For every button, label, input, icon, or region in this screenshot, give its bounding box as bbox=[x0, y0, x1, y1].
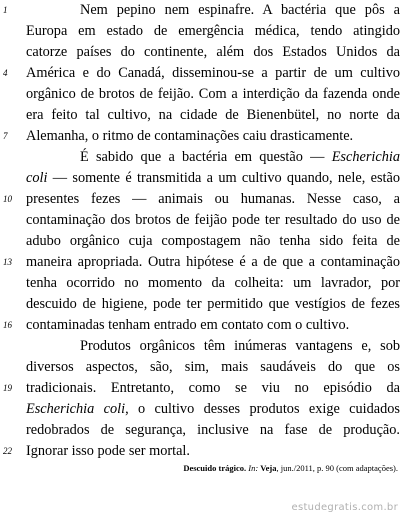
text-line-12: adubo orgânico cuja compostagem não tenha sido feita de bbox=[26, 233, 400, 249]
line-number-7: 7 bbox=[3, 131, 8, 141]
text-line-17: Produtos orgânicos têm inúmeras vantagens e, sob bbox=[80, 338, 400, 354]
text-line-1: Nem pepino nem espinafre. A bactéria que pôs a bbox=[80, 2, 400, 18]
text-line-7: Alemanha, o ritmo de contaminações caiu drasticamente. bbox=[26, 128, 354, 144]
text-line-4: América e do Canadá, disseminou-se a partir de um cultivo bbox=[26, 65, 400, 81]
text-line-6: era feito tal cultivo, na cidade de Bienenbütel, no norte da bbox=[26, 107, 400, 123]
watermark: estudegratis.com.br bbox=[291, 502, 398, 513]
text-line-5: orgânico de brotos de feijão. Com a interdição da fazenda onde bbox=[26, 86, 400, 102]
text-line-3: catorze países do continente, além dos Estados Unidos da bbox=[26, 44, 400, 60]
text-line-9-part-b: — somente é transmitida a um cultivo quando, nele, estão bbox=[47, 170, 400, 186]
text-line-18: diversos aspectos, são, sim, mais saudáveis do que os bbox=[26, 359, 400, 375]
source-title: Descuido trágico. bbox=[183, 463, 247, 473]
text-line-10: presentes fezes — animais ou humanas. Nesse caso, a bbox=[26, 191, 400, 207]
source-details: , jun./2011, p. 90 (com adaptações). bbox=[276, 463, 398, 473]
text-line-9 bbox=[26, 168, 400, 189]
line-number-10: 10 bbox=[3, 194, 12, 204]
text-line-9-italic: coli bbox=[26, 170, 48, 186]
text-line-8-italic: Escherichia bbox=[331, 149, 400, 165]
text-line-16: contaminadas tenham entrado em contato com o cultivo. bbox=[26, 317, 350, 333]
text-line-21: redobrados de segurança, inclusive na fase de produção. bbox=[26, 422, 400, 438]
text-line-20-part-b: , o cultivo desses produtos exige cuidados bbox=[125, 401, 400, 417]
source-publication: Veja bbox=[260, 463, 277, 473]
text-line-14: tenha ocorrido no momento da colheita: um lavrador, por bbox=[26, 275, 400, 291]
text-line-8-part-a: É sabido que a bactéria em questão — bbox=[80, 149, 332, 165]
text-line-11: contaminação dos brotos de feijão pode ter resultado do uso de bbox=[26, 212, 400, 228]
line-number-13: 13 bbox=[3, 257, 12, 267]
text-line-19: tradicionais. Entretanto, como se viu no episódio da bbox=[26, 380, 400, 396]
source-citation bbox=[183, 462, 398, 474]
text-line-20-italic: Escherichia coli bbox=[26, 401, 126, 417]
line-number-4: 4 bbox=[3, 68, 8, 78]
text-line-13: maneira apropriada. Outra hipótese é a de que a contaminação bbox=[26, 254, 400, 270]
line-number-1: 1 bbox=[3, 5, 8, 15]
line-number-19: 19 bbox=[3, 383, 12, 393]
text-line-20 bbox=[26, 399, 400, 420]
line-number-16: 16 bbox=[3, 320, 12, 330]
text-line-15: descuido de higiene, pode ter permitido que vestígios de fezes bbox=[26, 296, 400, 312]
source-in: In: bbox=[248, 463, 259, 473]
text-line-8 bbox=[26, 147, 400, 168]
text-line-22: Ignorar isso pode ser mortal. bbox=[26, 443, 190, 459]
line-number-22: 22 bbox=[3, 446, 12, 456]
text-line-2: Europa em estado de emergência médica, tendo atingido bbox=[26, 23, 400, 39]
